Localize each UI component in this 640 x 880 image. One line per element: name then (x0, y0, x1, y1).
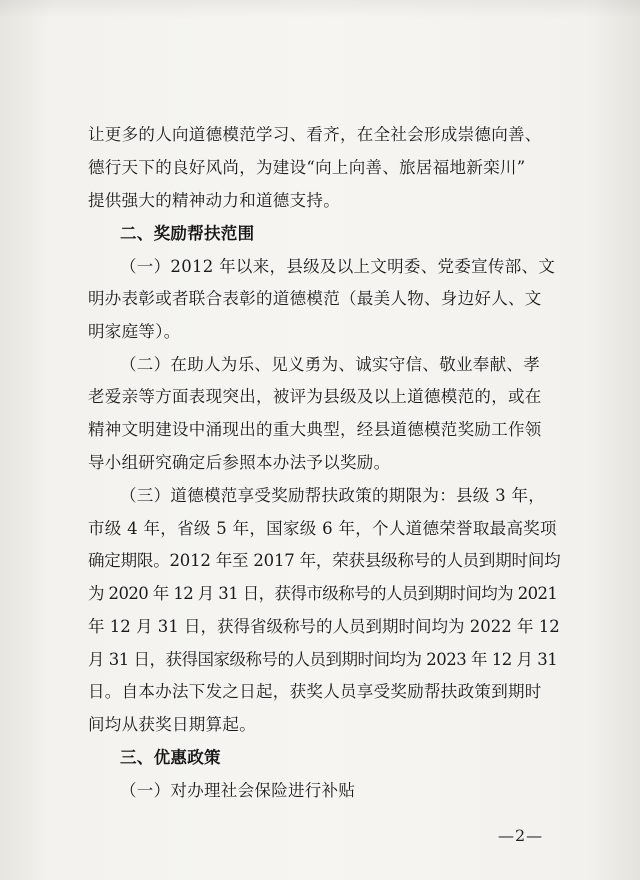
body-line-7: 明家庭等）。 (88, 322, 181, 341)
body-line-10: 精神文明建设中涌现出的重大典型，经县道德模范奖励工作领 (88, 420, 542, 439)
body-line-13: 市级 4 年，省级 5 年，国家级 6 年，个人道德荣誉取最高奖项 (88, 519, 557, 538)
body-line-2: 德行天下的良好风尚，为建设“向上向善、旅居福地新栾川” (88, 158, 526, 177)
body-line-17: 月 31 日，获得国家级称号的人员到期时间均为 2023 年 12 月 31 (88, 650, 558, 669)
page-edge-shadow (0, 0, 640, 18)
body-line-18: 日。自本办法下发之日起，获奖人员享受奖励帮扶政策到期时 (88, 682, 542, 701)
body-line-8: （二）在助人为乐、见义勇为、诚实守信、敬业奉献、孝 (120, 355, 540, 374)
body-line-3: 提供强大的精神动力和道德支持。 (88, 191, 340, 210)
body-line-21: （一）对办理社会保险进行补贴 (120, 781, 356, 800)
body-line-15: 为 2020 年 12 月 31 日，获得市级称号的人员到期时间均为 2021 (88, 584, 558, 603)
body-line-6: 明办表彰或者联合表彰的道德模范（最美人物、身边好人、文 (88, 289, 542, 308)
body-line-16: 年 12 月 31 日，获得省级称号的人员到期时间均为 2022 年 12 (88, 617, 560, 636)
body-line-11: 导小组研究确定后参照本办法予以奖励。 (88, 453, 391, 472)
body-line-1: 让更多的人向道德模范学习、看齐，在全社会形成崇德向善、 (88, 125, 542, 144)
section-heading-3: 三、优惠政策 (120, 748, 221, 767)
body-line-9: 老爱亲等方面表现突出，被评为县级及以上道德模范的，或在 (88, 387, 542, 406)
page-number: —2— (498, 826, 544, 845)
body-line-5: （一）2012 年以来，县级及以上文明委、党委宣传部、文 (120, 257, 556, 276)
body-line-14: 确定期限。2012 年至 2017 年，荣获县级称号的人员到期时间均 (88, 551, 561, 570)
section-heading-2: 二、奖励帮扶范围 (120, 224, 255, 243)
body-line-12: （三）道德模范享受奖励帮扶政策的期限为：县级 3 年， (120, 486, 546, 505)
body-line-19: 间均从获奖日期算起。 (88, 715, 256, 734)
